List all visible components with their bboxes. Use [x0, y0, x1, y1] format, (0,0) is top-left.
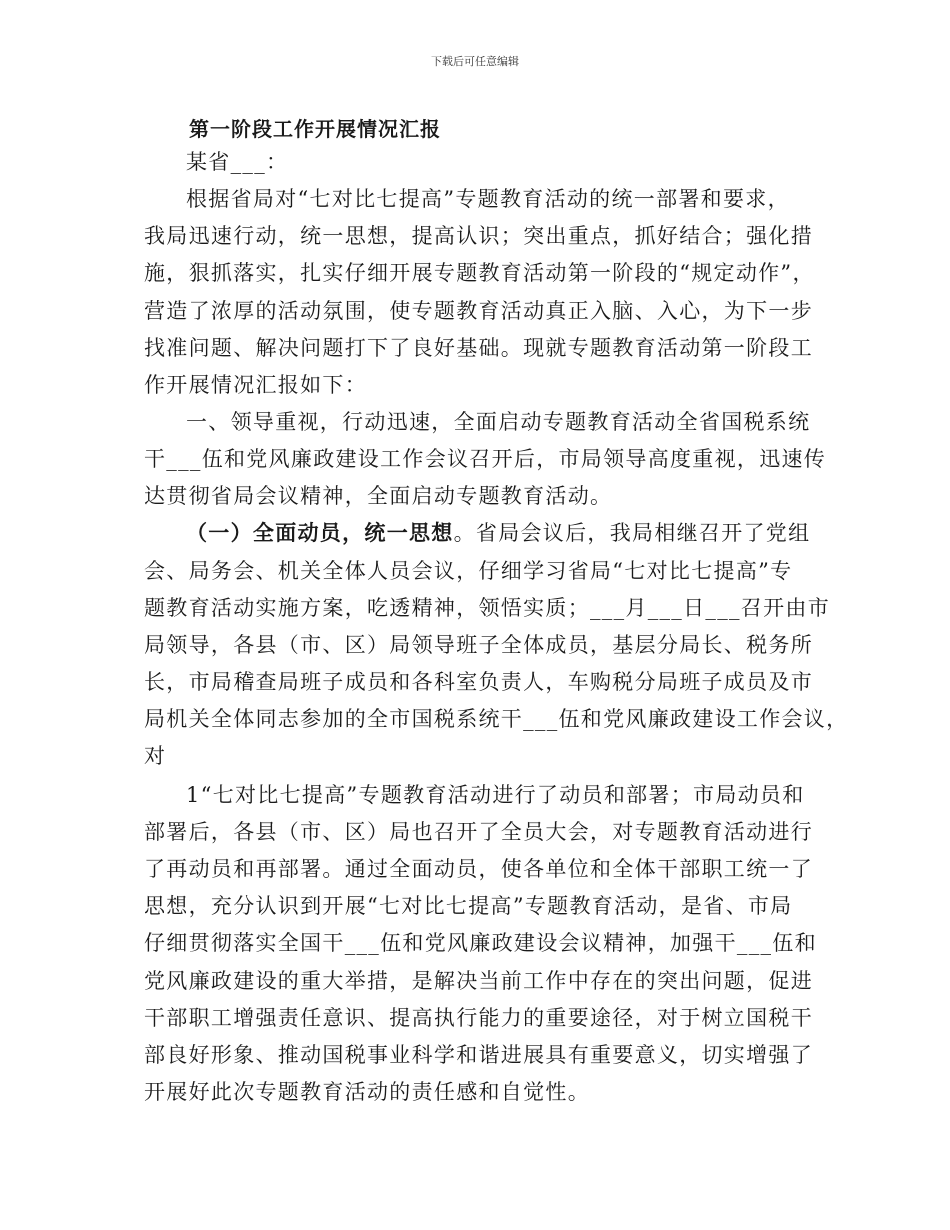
paragraph-line: 施，狠抓落实，扎实仔细开展专题教育活动第一阶段的“规定动作”，: [144, 261, 815, 285]
paragraph-line: 局机关全体同志参加的全市国税系统干___伍和党风廉政建设工作会议，: [144, 707, 849, 731]
paragraph-line: 会、局务会、机关全体人员会议，仔细学习省局“七对比七提高”专: [144, 559, 793, 583]
paragraph-line: 对: [144, 744, 167, 768]
paragraph-line: 局领导，各县（市、区）局领导班子全体成员，基层分局长、税务所: [144, 633, 813, 657]
paragraph-line: 题教育活动实施方案，吃透精神，领悟实质；___月___日___召开由市: [144, 596, 830, 620]
paragraph-line: 找准问题、解决问题打下了良好基础。现就专题教育活动第一阶段工: [144, 336, 813, 360]
paragraph-line: 根据省局对“七对比七提高”专题教育活动的统一部署和要求，: [186, 187, 790, 211]
paragraph-line: 部良好形象、推动国税事业科学和谐进展具有重要意义，切实增强了: [144, 1043, 813, 1067]
paragraph-line: 部署后，各县（市、区）局也召开了全员大会，对专题教育活动进行: [144, 820, 813, 844]
paragraph-line: 作开展情况汇报如下：: [144, 373, 367, 397]
section-heading: （一）全面动员，统一思想: [186, 521, 454, 545]
paragraph-line: 长，市局稽查局班子成员和各科室负责人，车购税分局班子成员及市: [144, 670, 813, 694]
section-heading-rest: 。省局会议后，我局相继召开了党组: [453, 521, 811, 545]
paragraph-line: 干部职工增强责任意识、提高执行能力的重要途径，对于树立国税干: [144, 1006, 813, 1030]
paragraph-line: 仔细贯彻落实全国干___伍和党风廉政建设会议精神，加强干___伍和: [144, 931, 817, 955]
paragraph-line: 开展好此次专题教育活动的责任感和自觉性。: [144, 1080, 590, 1104]
paragraph-line: 我局迅速行动，统一思想，提高认识；突出重点，抓好结合；强化措: [144, 224, 813, 248]
paragraph-line: 了再动员和再部署。通过全面动员，使各单位和全体干部职工统一了: [144, 857, 813, 881]
paragraph-line: 达贯彻省局会议精神，全面启动专题教育活动。: [144, 484, 613, 508]
section-heading-line: [186, 518, 826, 548]
paragraph-line: 党风廉政建设的重大举措，是解决当前工作中存在的突出问题，促进: [144, 969, 813, 993]
document-title: 第一阶段工作开展情况汇报: [189, 117, 441, 141]
salutation: 某省___：: [186, 150, 289, 174]
page-header: 下载后可任意编辑: [431, 55, 519, 68]
paragraph-line: 营造了浓厚的活动氛围，使专题教育活动真正入脑、入心，为下一步: [144, 299, 813, 323]
paragraph-line: 思想，充分认识到开展“七对比七提高”专题教育活动，是省、市局: [144, 894, 793, 918]
paragraph-line: 1“七对比七提高”专题教育活动进行了动员和部署；市局动员和: [186, 783, 805, 807]
paragraph-line: 干___伍和党风廉政建设工作会议召开后，市局领导高度重视，迅速传: [144, 447, 827, 471]
paragraph-line: 一、领导重视，行动迅速，全面启动专题教育活动全省国税系统: [186, 410, 811, 434]
